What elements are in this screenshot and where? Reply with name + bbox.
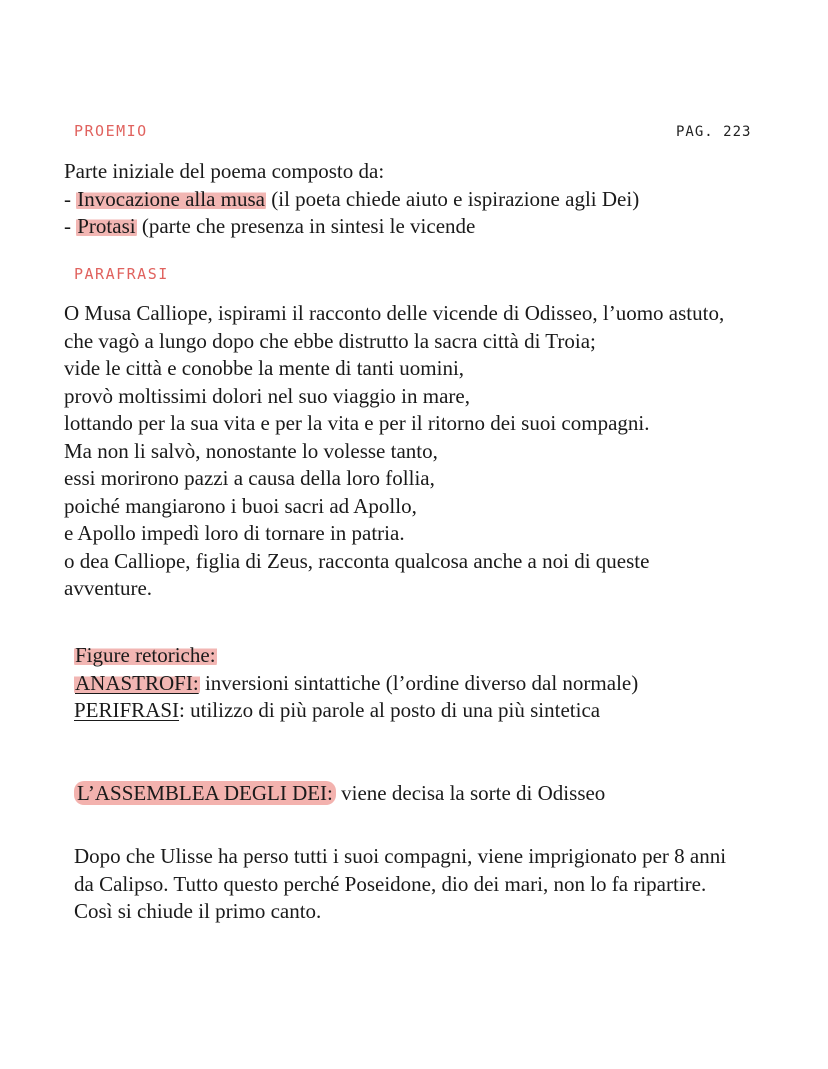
parafrasi-line: vide le città e conobbe la mente di tanti uomini, — [64, 356, 465, 380]
proemio-heading: PROEMIO — [74, 122, 148, 140]
figure-anastrofi: ANASTROFI: inversioni sintattiche (l’ordine diverso dal normale) — [75, 670, 639, 695]
closing-line: Così si chiude il primo canto. — [74, 899, 322, 923]
figure-perifrasi: PERIFRASI: utilizzo di più parole al posto di una più sintetica — [74, 698, 601, 722]
parafrasi-text — [64, 300, 724, 603]
parafrasi-line: O Musa Calliope, ispirami il racconto delle vicende di Odisseo, l’uomo astuto, — [64, 301, 725, 325]
closing-line: da Calipso. Tutto questo perché Poseidone, dio dei mari, non lo fa ripartire. — [74, 871, 707, 896]
intro-item-invocazione: - Invocazione alla musa (il poeta chiede aiuto e ispirazione agli Dei) — [64, 186, 640, 211]
figure-retoriche — [74, 642, 638, 725]
proemio-description — [64, 158, 639, 241]
intro-item-protasi: - Protasi (parte che presenza in sintesi le vicende — [64, 214, 476, 238]
parafrasi-line: avventure. — [64, 576, 153, 600]
assemblea-label: L’ASSEMBLEA DEGLI DEI: — [74, 781, 336, 805]
anastrofi-label: ANASTROFI: — [75, 670, 199, 695]
closing-line: Dopo che Ulisse ha perso tutti i suoi compagni, viene imprigionato per 8 anni — [74, 844, 727, 868]
highlight-invocazione: Invocazione alla musa — [77, 186, 265, 211]
parafrasi-line: lottando per la sua vita e per la vita e per il ritorno dei suoi compagni. — [64, 411, 650, 435]
perifrasi-label: PERIFRASI — [74, 698, 180, 722]
parafrasi-line: poiché mangiarono i buoi sacri ad Apollo, — [64, 493, 417, 518]
parafrasi-line: e Apollo impedì loro di tornare in patria. — [64, 521, 405, 545]
parafrasi-line: provò moltissimi dolori nel suo viaggio in mare, — [64, 383, 470, 408]
intro-line: Parte iniziale del poema composto da: — [64, 159, 385, 183]
assemblea-section — [74, 780, 605, 808]
assemblea-text: viene decisa la sorte di Odisseo — [335, 781, 606, 805]
closing-paragraph — [74, 843, 726, 926]
highlight-protasi: Protasi — [77, 214, 136, 238]
parafrasi-line: essi morirono pazzi a causa della loro follia, — [64, 466, 435, 490]
parafrasi-heading: PARAFRASI — [74, 265, 169, 283]
figure-retoriche-title: Figure retoriche: — [75, 643, 216, 667]
parafrasi-line: che vagò a lungo dopo che ebbe distrutto la sacra città di Troia; — [64, 328, 596, 353]
parafrasi-line: o dea Calliope, figlia di Zeus, racconta qualcosa anche a noi di queste — [64, 548, 650, 573]
page-reference: PAG. 223 — [676, 124, 752, 140]
parafrasi-line: Ma non li salvò, nonostante lo volesse tanto, — [64, 438, 438, 463]
